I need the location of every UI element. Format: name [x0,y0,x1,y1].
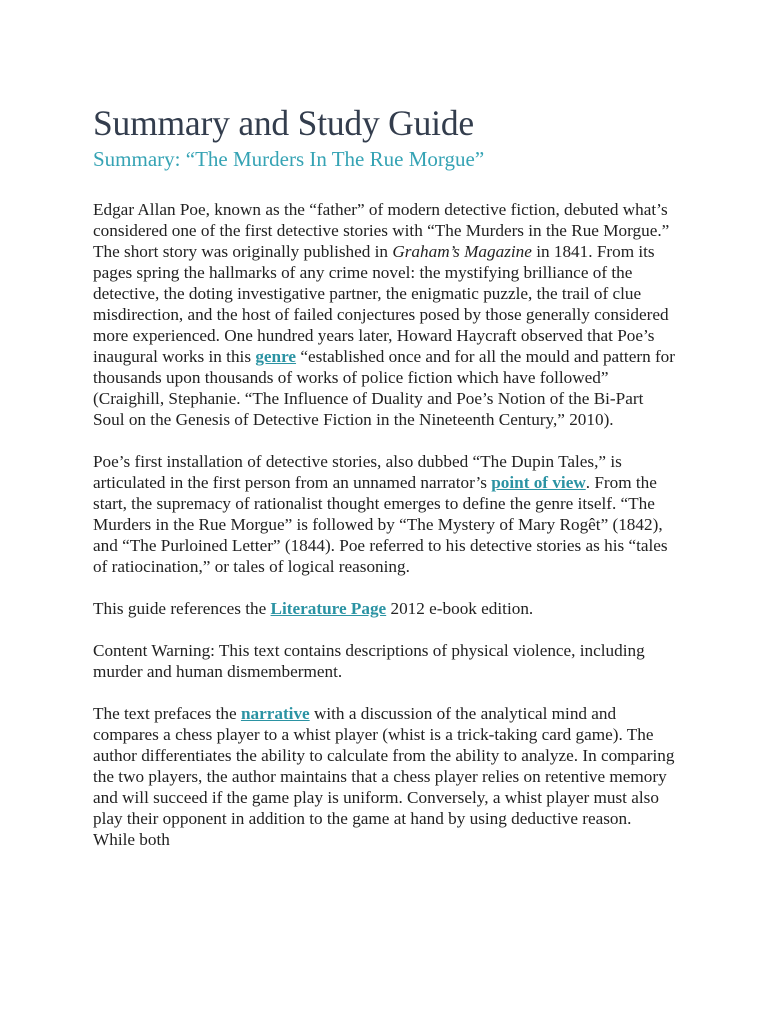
edition-paragraph [93,598,675,619]
document-subtitle: Summary: “The Murders In The Rue Morgue” [93,147,485,171]
dupin-text-2: . From the start, the supremacy of rationalist thought emerges to define the genre itself. “The Murders in the Rue Morgue” is followed by “The Mystery of Mary Rogêt” (1842), and “The Purloined Letter” (1844). Poe referred to his detective stories as his “tales of ratiocination,” or tales of logical reasoning. [93,473,668,576]
edition-text-1: This guide references the [93,599,271,618]
dupin-tales-paragraph [93,451,675,577]
intro-paragraph [93,199,675,430]
dupin-text-1: Poe’s first installation of detective stories, also dubbed “The Dupin Tales,” is articulated in the first person from an unnamed narrator’s [93,452,622,492]
content-warning-paragraph: Content Warning: This text contains descriptions of physical violence, including murder and human dismemberment. [93,641,645,681]
genre-link[interactable]: genre [255,347,297,366]
point-of-view-link[interactable]: point of view [491,473,586,492]
narrative-text-2: with a discussion of the analytical mind and compares a chess player to a whist player (whist is a trick-taking card game). The author differentiates the ability to calculate from the ability to analyze. In comparing the two players, the author maintains that a chess player relies on retentive memory and will succeed if the game play is uniform. Conversely, a whist player must also play their opponent in addition to the game at hand by using deductive reason. While both [93,704,675,849]
intro-text-1: Edgar Allan Poe, known as the “father” of modern detective fiction, debuted what’s considered one of the first detective stories with “The Murders in the Rue Morgue.” The short story was originally published in [93,200,670,261]
narrative-text-1: The text prefaces the [93,704,241,723]
document-page [93,100,675,850]
narrative-paragraph [93,703,675,850]
literature-page-link[interactable]: Literature Page [270,599,387,618]
edition-text-2: 2012 e-book edition. [386,599,534,618]
intro-text-3: “established once and for all the mould and pattern for thousands upon thousands of works of police fiction which have followed” (Craighill, Stephanie. “The Influence of Duality and Poe’s Notion of the Bi-Part Soul on the Genesis of Detective Fiction in the Nineteenth Century,” 2010). [93,347,675,429]
narrative-link[interactable]: narrative [240,704,310,723]
document-title: Summary and Study Guide [93,103,474,143]
magazine-title: Graham’s Magazine [392,242,532,261]
intro-text-2: in 1841. From its pages spring the hallmarks of any crime novel: the mystifying brilliance of the detective, the doting investigative partner, the enigmatic puzzle, the trail of clue misdirection, and the host of failed conjectures posed by those generally considered more experienced. One hundred years later, Howard Haycraft observed that Poe’s inaugural works in this [93,242,669,366]
